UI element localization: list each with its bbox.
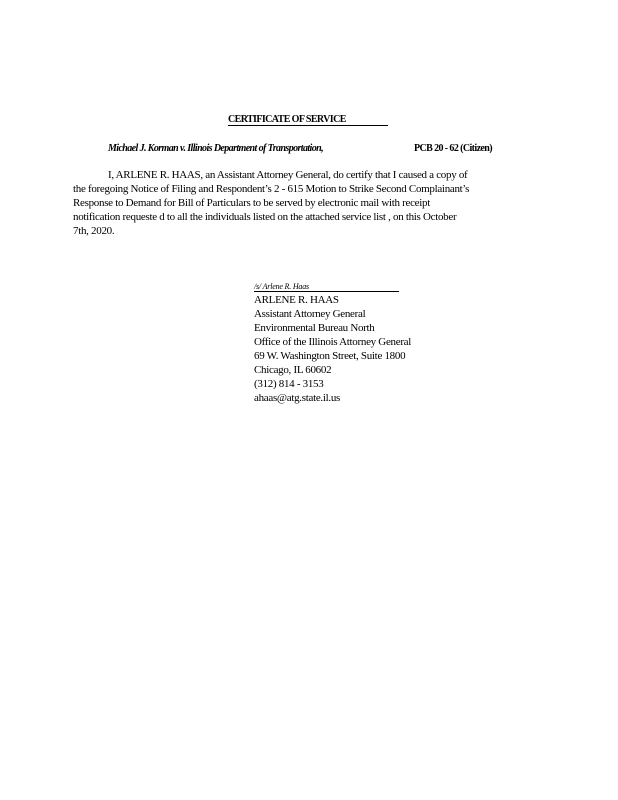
docket-number: PCB 20 - 62 (Citizen) bbox=[414, 143, 492, 154]
body-line-3: Response to Demand for Bill of Particulars to be served by electronic mail with receipt bbox=[73, 197, 430, 209]
case-caption: Michael J. Korman v. Illinois Department of Transportation, bbox=[108, 143, 324, 154]
certificate-title: CERTIFICATE OF SERVICE bbox=[228, 114, 346, 125]
signer-name: ARLENE R. HAAS bbox=[254, 294, 339, 306]
signature-underline bbox=[254, 291, 399, 292]
body-line-5: 7th, 2020. bbox=[73, 225, 115, 237]
signer-email: ahaas@atg.state.il.us bbox=[254, 392, 340, 404]
signer-city: Chicago, IL 60602 bbox=[254, 364, 332, 376]
signer-title: Assistant Attorney General bbox=[254, 308, 366, 320]
signer-street: 69 W. Washington Street, Suite 1800 bbox=[254, 350, 406, 362]
body-line-1: I, ARLENE R. HAAS, an Assistant Attorney General, do certify that I caused a copy of bbox=[108, 169, 468, 181]
body-line-4: notification requeste d to all the individuals listed on the attached service list , on this October bbox=[73, 211, 457, 223]
body-line-2: the foregoing Notice of Filing and Respondent’s 2 - 615 Motion to Strike Second Complainant’s bbox=[73, 183, 470, 195]
electronic-signature: /s/ Arlene R. Haas bbox=[254, 282, 309, 291]
signer-phone: (312) 814 - 3153 bbox=[254, 378, 324, 390]
signer-office: Office of the Illinois Attorney General bbox=[254, 336, 412, 348]
title-underline bbox=[228, 125, 388, 126]
signer-bureau: Environmental Bureau North bbox=[254, 322, 375, 334]
